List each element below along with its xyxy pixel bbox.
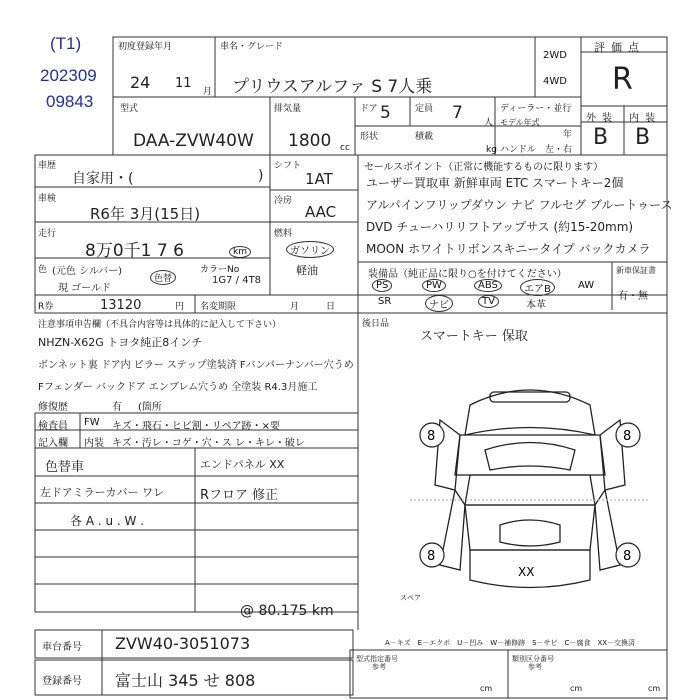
exterior-label: 外装 bbox=[586, 113, 618, 124]
equip-tv: TV bbox=[478, 295, 499, 308]
plate-label: 登録番号 bbox=[42, 676, 82, 687]
notes-label: 注意事項申告欄（不具合内容等は具体的に記入して下さい） bbox=[38, 320, 282, 330]
sales-point-line: ユーザー買取車 新鮮車両 ETC スマートキー2個 bbox=[366, 176, 624, 190]
recycle-value: 13120 bbox=[100, 298, 142, 313]
inspection-row-exterior: キズ・飛石・ヒビ割・リペア跡・×要 bbox=[112, 421, 280, 432]
exterior-grade: B bbox=[593, 125, 609, 150]
yen-unit: 円 bbox=[175, 302, 185, 312]
sales-point-line: DVD チューハリリフトアップサス (約15-20mm) bbox=[366, 220, 634, 234]
equip-aw: AW bbox=[578, 280, 595, 291]
tire-mark: 8 bbox=[623, 429, 632, 444]
first-reg-month: 11 bbox=[175, 76, 192, 91]
displacement-value: 1800 bbox=[288, 131, 332, 151]
after-items-label: 後日品 bbox=[362, 319, 390, 329]
shape-label: 形状 bbox=[360, 132, 379, 142]
rating-label: 評価点 bbox=[594, 41, 645, 54]
equip-airbag: エアB bbox=[520, 279, 555, 296]
fuel-other: 軽油 bbox=[296, 264, 318, 277]
record-label: 記入欄 bbox=[38, 438, 68, 449]
model-year-label: モデル年式 bbox=[500, 118, 540, 127]
month-unit: 月 bbox=[203, 87, 213, 97]
shift-value: 1AT bbox=[305, 170, 333, 188]
fuel-label: 燃料 bbox=[274, 229, 293, 239]
shift-label: シフト bbox=[274, 161, 302, 171]
auction-code: (T1) bbox=[50, 34, 82, 53]
color-label: 色 bbox=[38, 265, 48, 275]
fw-label: FW bbox=[84, 417, 100, 428]
report-left-line: 色替車 bbox=[45, 460, 85, 475]
doors-value: 5 bbox=[380, 103, 391, 123]
name-change-label: 名変期限 bbox=[200, 302, 237, 312]
report-left-line: 左ドアミラーカバー ワレ bbox=[40, 486, 164, 499]
recycle-label: R券 bbox=[38, 302, 54, 312]
color-code: 1G7 / 4T8 bbox=[212, 275, 262, 286]
history-close: ) bbox=[258, 168, 264, 184]
displacement-label: 排気量 bbox=[274, 104, 302, 114]
color-original: (元色 シルバー) bbox=[52, 266, 123, 277]
shaken-value: R6年 3月(15日) bbox=[90, 205, 201, 223]
mileage-label: 走行 bbox=[38, 229, 57, 239]
sales-point-line: MOON ホワイトリボンスキニータイプ バックカメラ bbox=[366, 242, 651, 256]
fuel-value: ガソリン bbox=[286, 241, 334, 258]
odometer-note: @ 80.175 km bbox=[240, 603, 334, 619]
car-name-grade: プリウスアルファ S 7人乗 bbox=[232, 77, 433, 97]
handle-label: ハンドル bbox=[500, 145, 537, 155]
repair-history-value: 有 bbox=[112, 402, 122, 413]
model-year-unit: 年 bbox=[563, 130, 573, 140]
inspection-row-interior: キズ・汚レ・コゲ・穴・ス レ・キレ・破レ bbox=[112, 438, 305, 449]
warranty-value: 有・無 bbox=[618, 291, 648, 302]
type-designation-label: 型式指定番号 bbox=[356, 655, 398, 663]
2wd-label: 2WD bbox=[543, 50, 567, 61]
name-grade-label: 車名・グレード bbox=[220, 42, 284, 52]
equip-sr: SR bbox=[378, 296, 392, 307]
mileage-value: 8万0千1 7 6 bbox=[85, 241, 184, 261]
equip-pw: PW bbox=[422, 279, 446, 292]
interior-check-label: 内装 bbox=[84, 438, 104, 449]
after-items-value: スマートキー 保取 bbox=[420, 329, 528, 344]
cm-unit: cm bbox=[570, 684, 583, 693]
report-right-line: Rフロア 修正 bbox=[200, 488, 279, 503]
report-right-line: エンドパネル XX bbox=[200, 458, 285, 471]
model-label: 型式 bbox=[120, 104, 139, 114]
equipment-label: 装備品（純正品に限り○を付けてください） bbox=[368, 269, 567, 280]
lot-number: 09843 bbox=[46, 92, 94, 111]
chassis-number: ZVW40-3051073 bbox=[115, 634, 251, 653]
capacity-label: 積載 bbox=[415, 132, 434, 142]
shaken-label: 車検 bbox=[38, 194, 57, 204]
doors-label: ドア bbox=[360, 104, 378, 114]
tire-mark: 8 bbox=[427, 549, 436, 564]
car-diagram bbox=[400, 380, 660, 605]
seats-value: 7 bbox=[452, 103, 463, 123]
ac-label: 冷房 bbox=[274, 196, 293, 206]
first-reg-year: 24 bbox=[130, 73, 151, 92]
rating-score: R bbox=[612, 62, 633, 97]
4wd-label: 4WD bbox=[543, 76, 567, 87]
ac-value: AAC bbox=[305, 203, 337, 221]
history-value: 自家用・( bbox=[72, 171, 134, 187]
tire-mark: 8 bbox=[623, 549, 632, 564]
interior-label: 内装 bbox=[629, 113, 661, 124]
seats-label: 定員 bbox=[415, 104, 434, 114]
notes-line: NHZN-X62G トヨタ純正8インチ bbox=[38, 336, 203, 349]
repair-history-label: 修復歴 bbox=[38, 402, 68, 413]
reference-label: 参考 bbox=[372, 663, 386, 671]
warranty-label: 新車保証書 bbox=[616, 266, 656, 275]
kg-unit: kg bbox=[486, 145, 497, 155]
cm-unit: cm bbox=[648, 684, 661, 693]
first-reg-label: 初度登録年月 bbox=[118, 42, 173, 52]
sales-point-line: アルパインフリップダウン ナビ フルセグ ブルートゥース bbox=[366, 198, 673, 212]
class-number-label: 類別区分番号 bbox=[512, 655, 554, 663]
notes-line: Fフェンダー バックドア エンブレム穴うめ 全塗装 R4.3月施工 bbox=[38, 382, 318, 393]
cc-unit: cc bbox=[340, 143, 350, 153]
person-unit: 人 bbox=[484, 118, 494, 128]
report-left-line: 各 A . u . W . bbox=[70, 514, 145, 528]
km-unit: km bbox=[229, 246, 251, 258]
equip-ps: PS bbox=[372, 279, 392, 292]
handle-value: 左・右 bbox=[545, 145, 573, 155]
cm-unit: cm bbox=[480, 684, 493, 693]
interior-grade: B bbox=[635, 125, 651, 150]
notes-line: ボンネット裏 ドア内 ピラー ステップ塗装済 Fバンパーナンバー穴うめ bbox=[38, 360, 354, 371]
equip-leather: 本革 bbox=[526, 300, 546, 311]
equip-navi: ナビ bbox=[425, 295, 453, 312]
model-code: DAA-ZVW40W bbox=[133, 131, 254, 151]
color-current: 現 ゴールド bbox=[58, 283, 111, 294]
equip-abs: ABS bbox=[474, 279, 502, 292]
auction-date-code: 202309 bbox=[40, 66, 97, 85]
inspector-label: 検査員 bbox=[38, 421, 68, 432]
damage-legend: A－キズ E－エクボ U－凹み W－補修跡 S－サビ C－腐食 XX－交換済 bbox=[385, 639, 636, 647]
repair-history-suffix: (箇所 bbox=[138, 402, 162, 413]
tire-mark: 8 bbox=[427, 429, 436, 444]
color-code-label: カラーNo bbox=[200, 265, 240, 275]
history-label: 車歴 bbox=[38, 161, 57, 171]
plate-number: 富士山 345 せ 808 bbox=[115, 671, 256, 690]
name-change-value: 月 日 bbox=[290, 302, 336, 312]
rear-damage-mark: XX bbox=[518, 565, 535, 579]
dealer-label: ディーラー・並行 bbox=[500, 104, 572, 114]
chassis-label: 車台番号 bbox=[42, 642, 82, 653]
reference-label: 参考 bbox=[528, 663, 542, 671]
color-change-label: 色替 bbox=[150, 270, 176, 285]
sales-points-label: セールスポイント（正常に機能するものに限ります） bbox=[364, 162, 604, 173]
spare-label: スペア bbox=[400, 594, 421, 602]
